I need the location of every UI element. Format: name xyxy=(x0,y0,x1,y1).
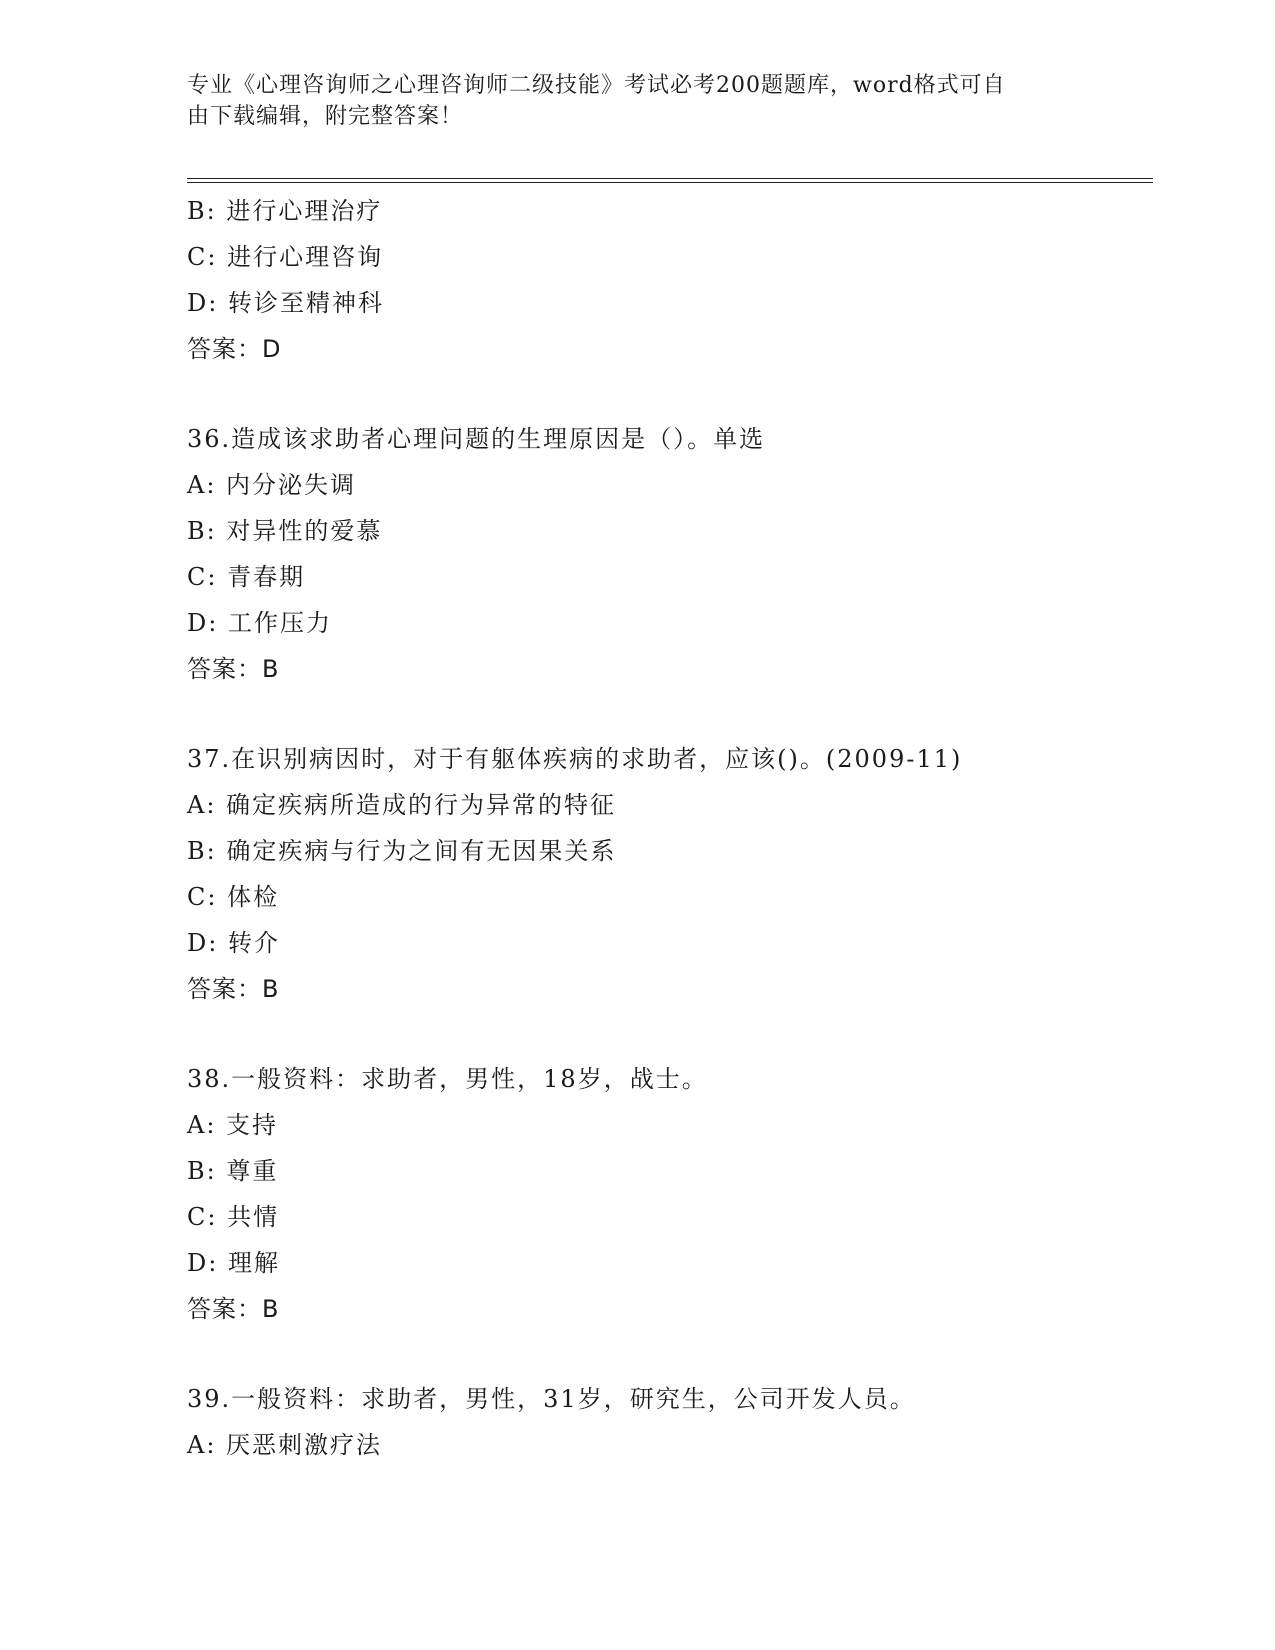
option-line: C: 共情 xyxy=(187,1203,280,1231)
option-line: A: 内分泌失调 xyxy=(187,471,357,499)
question-text: 36.造成该求助者心理问题的生理原因是（）。单选 xyxy=(187,425,766,453)
option-line: C: 体检 xyxy=(187,883,280,911)
option-line: A: 确定疾病所造成的行为异常的特征 xyxy=(187,791,617,819)
answer-line: 答案：B xyxy=(187,975,280,1003)
option-line: B: 确定疾病与行为之间有无因果关系 xyxy=(187,837,617,865)
option-line: C: 青春期 xyxy=(187,563,306,591)
header-rule-top xyxy=(187,178,1153,179)
question-block xyxy=(187,188,1147,372)
option-line: A: 支持 xyxy=(187,1111,279,1139)
option-line: D: 转介 xyxy=(187,929,280,957)
question-text: 39.一般资料：求助者，男性，31岁，研究生，公司开发人员。 xyxy=(187,1385,916,1413)
question-block xyxy=(187,1376,1147,1468)
question-list xyxy=(187,188,1147,1468)
question-block xyxy=(187,416,1147,692)
option-line: B: 进行心理治疗 xyxy=(187,197,383,225)
option-line: D: 转诊至精神科 xyxy=(187,289,384,317)
question-text: 38.一般资料：求助者，男性，18岁，战士。 xyxy=(187,1065,708,1093)
option-line: D: 工作压力 xyxy=(187,609,332,637)
option-line: C: 进行心理咨询 xyxy=(187,243,384,271)
question-block xyxy=(187,1056,1147,1332)
option-line: D: 理解 xyxy=(187,1249,280,1277)
question-block xyxy=(187,736,1147,1012)
answer-line: 答案：B xyxy=(187,1295,280,1323)
header-line-1: 专业《心理咨询师之心理咨询师二级技能》考试必考200题题库，word格式可自 xyxy=(187,73,1006,98)
header-rule-bottom xyxy=(187,182,1153,183)
question-text: 37.在识别病因时，对于有躯体疾病的求助者，应该()。(2009-11) xyxy=(187,745,963,773)
option-line: B: 对异性的爱慕 xyxy=(187,517,383,545)
header-line-2: 由下载编辑，附完整答案！ xyxy=(187,104,464,129)
option-line: B: 尊重 xyxy=(187,1157,279,1185)
option-line: A: 厌恶刺激疗法 xyxy=(187,1431,383,1459)
answer-line: 答案：D xyxy=(187,335,282,363)
answer-line: 答案：B xyxy=(187,655,280,683)
document-header xyxy=(187,70,1067,132)
